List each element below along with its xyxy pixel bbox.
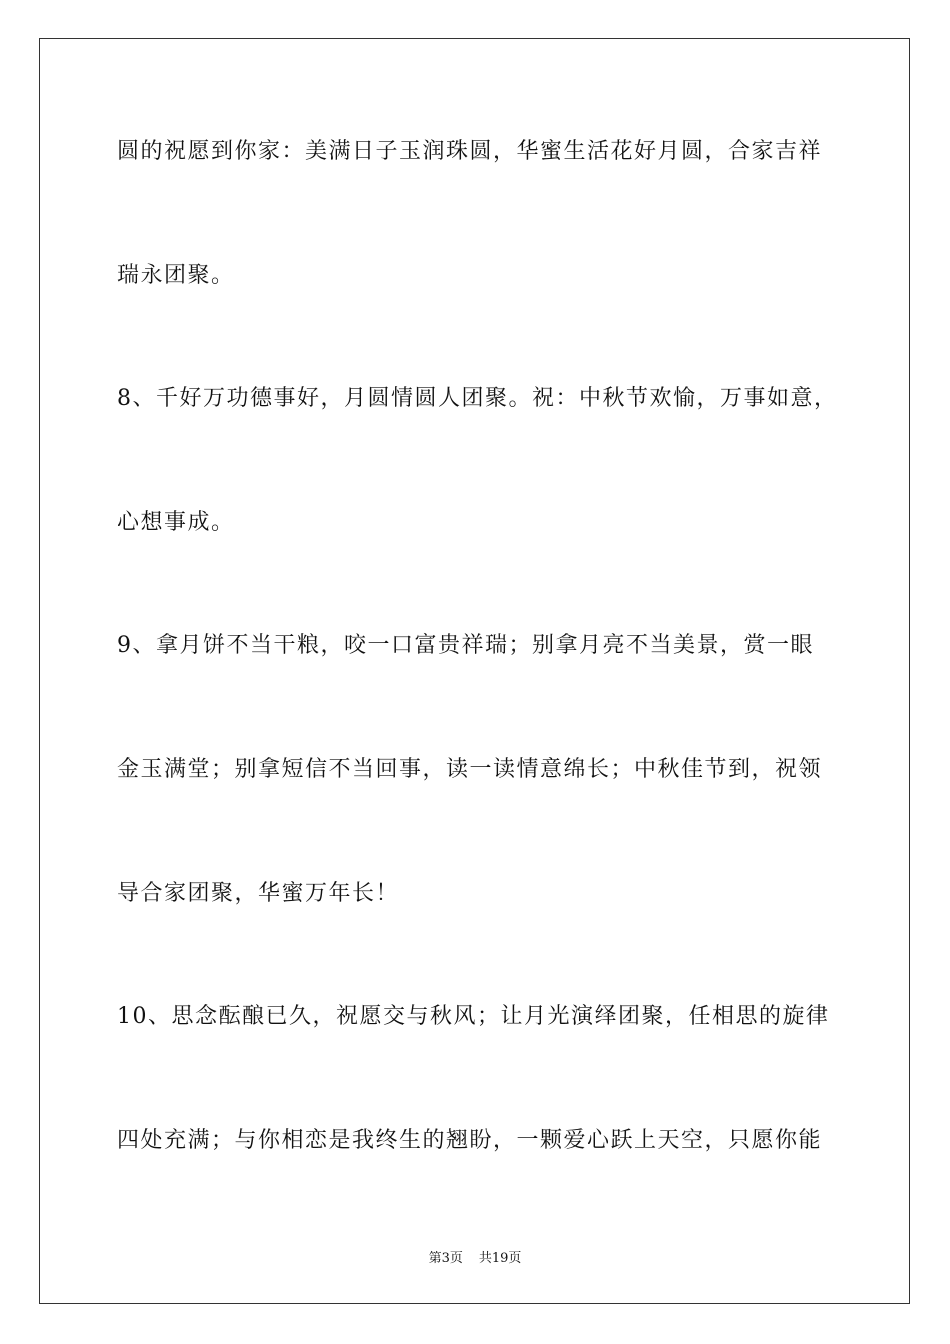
text-line: 圆的祝愿到你家：美满日子玉润珠圆，华蜜生活花好月圆，合家吉祥 [117,139,823,164]
text-line: 四处充满；与你相恋是我终生的翘盼，一颗爱心跃上天空，只愿你能 [117,1128,823,1153]
page-footer [0,1247,950,1266]
page-border [39,38,910,1304]
text-line: 心想事成。 [117,510,235,535]
page-total: 共19页 [478,1251,522,1266]
text-line: 8、千好万功德事好，月圆情圆人团聚。祝：中秋节欢愉，万事如意， [117,386,838,411]
text-line: 9、拿月饼不当干粮，咬一口富贵祥瑞；别拿月亮不当美景，赏一眼 [117,633,814,658]
page-number: 第3页 [428,1251,463,1266]
text-line: 金玉满堂；别拿短信不当回事，读一读情意绵长；中秋佳节到，祝领 [117,757,823,782]
text-line: 导合家团聚，华蜜万年长！ [117,881,400,906]
text-line: 瑞永团聚。 [117,263,235,288]
text-line: 10、思念酝酿已久，祝愿交与秋风；让月光演绎团聚，任相思的旋律 [117,1004,830,1029]
